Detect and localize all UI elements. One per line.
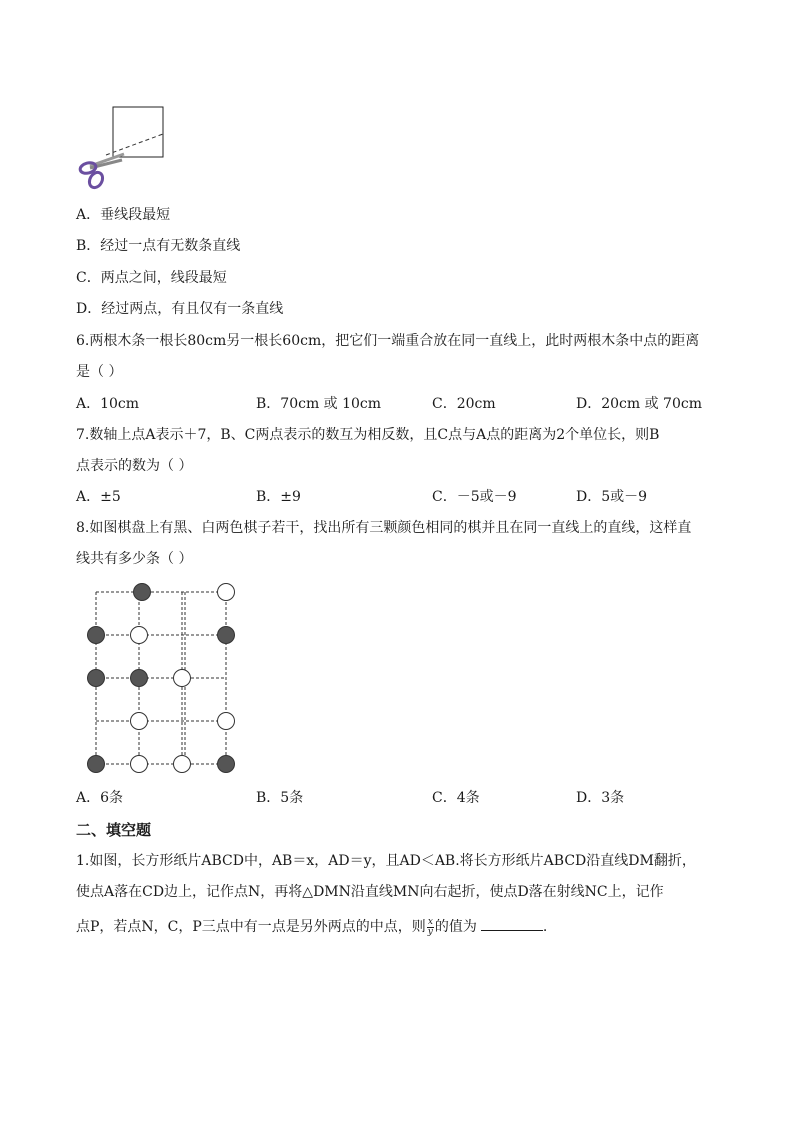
q6-option-b: B．70cm 或 10cm bbox=[256, 396, 382, 412]
q7-stem-line1: 7.数轴上点A表示＋7，B、C两点表示的数互为相反数，且C点与A点的距离为2个单位长，则B bbox=[76, 427, 660, 443]
white-stone bbox=[131, 713, 148, 730]
q8-stem-line1: 8.如图棋盘上有黑、白两色棋子若干，找出所有三颗颜色相同的棋并且在同一直线上的直线，这样直 bbox=[76, 520, 692, 536]
fill-q1-line2: 使点A落在CD边上，记作点N，再将△DMN沿直线MN向右起折，使点D落在射线NC上，记作 bbox=[76, 884, 664, 900]
white-stone bbox=[131, 627, 148, 644]
q6-stem-line2: 是（ ） bbox=[76, 364, 123, 380]
q5-option-d: D．经过两点，有且仅有一条直线 bbox=[76, 301, 284, 317]
q7-stem-line2: 点表示的数为（ ） bbox=[76, 458, 193, 474]
q7-option-a: A．±5 bbox=[76, 489, 121, 505]
q7-option-b: B．±9 bbox=[256, 489, 301, 505]
fraction-denominator: y bbox=[427, 926, 433, 937]
black-stone bbox=[88, 670, 105, 687]
answer-blank[interactable] bbox=[481, 916, 543, 931]
scissors-figure bbox=[76, 104, 168, 194]
scissors-icon bbox=[79, 154, 124, 190]
black-stone bbox=[88, 627, 105, 644]
q6-option-c: C．20cm bbox=[432, 396, 496, 412]
q6-option-d: D．20cm 或 70cm bbox=[576, 396, 702, 412]
q5-option-b: B．经过一点有无数条直线 bbox=[76, 238, 241, 254]
fraction-numerator: x bbox=[427, 916, 433, 927]
white-stone bbox=[174, 756, 191, 773]
q7-option-c: C．－5或－9 bbox=[432, 489, 517, 505]
fill-q1-text-after: 的值为 bbox=[434, 919, 477, 935]
q6-option-a: A．10cm bbox=[76, 396, 140, 412]
q8-option-b: B．5条 bbox=[256, 790, 304, 806]
white-stone bbox=[174, 670, 191, 687]
white-stone bbox=[218, 584, 235, 601]
fill-q1-line1: 1.如图，长方形纸片ABCD中，AB＝x，AD＝y，且AD＜AB.将长方形纸片ABCD沿直线DM翻折， bbox=[76, 853, 696, 869]
section-heading: 二、填空题 bbox=[76, 821, 152, 839]
q5-option-c: C．两点之间，线段最短 bbox=[76, 270, 227, 286]
q5-option-a: A．垂线段最短 bbox=[76, 207, 171, 223]
white-stone bbox=[131, 756, 148, 773]
fill-q1-period: . bbox=[542, 919, 548, 935]
q8-option-a: A．6条 bbox=[76, 790, 124, 806]
fill-q1-text-before: 点P，若点N，C，P三点中有一点是另外两点的中点，则 bbox=[76, 919, 426, 935]
q8-option-c: C．4条 bbox=[432, 790, 480, 806]
q8-stem-line2: 线共有多少条（ ） bbox=[76, 551, 193, 567]
chessboard-figure bbox=[84, 580, 244, 776]
fill-q1-line3 bbox=[76, 916, 547, 937]
black-stone bbox=[131, 670, 148, 687]
q6-stem-line1: 6.两根木条一根长80cm另一根长60cm，把它们一端重合放在同一直线上，此时两根木条中点的距离 bbox=[76, 333, 700, 349]
grid-lines bbox=[96, 592, 226, 764]
q8-option-d: D．3条 bbox=[576, 790, 625, 806]
black-stone bbox=[134, 584, 151, 601]
black-stone bbox=[218, 627, 235, 644]
fraction-x-over-y bbox=[427, 918, 434, 937]
black-stone bbox=[218, 756, 235, 773]
black-stone bbox=[88, 756, 105, 773]
q7-option-d: D．5或－9 bbox=[576, 489, 648, 505]
white-stone bbox=[218, 713, 235, 730]
